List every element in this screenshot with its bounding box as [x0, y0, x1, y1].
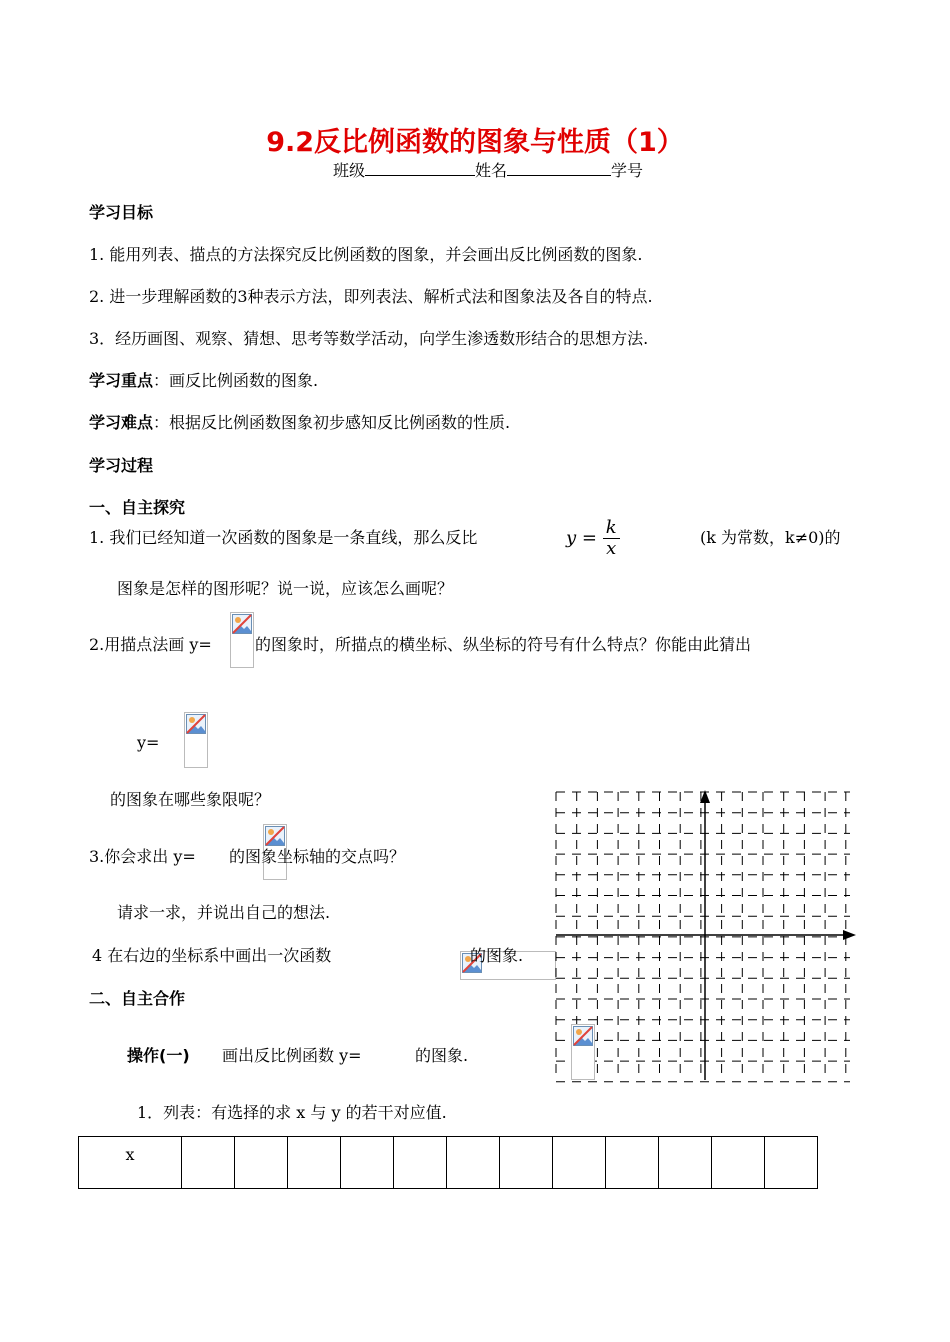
key-point	[89, 368, 318, 391]
formula-fraction	[603, 518, 620, 559]
q3-suffix: 的图象坐标轴的交点吗？	[229, 847, 406, 866]
table-cell[interactable]	[500, 1137, 553, 1189]
broken-image-icon	[186, 714, 206, 734]
coordinate-grid	[550, 780, 870, 1086]
table-cell[interactable]	[182, 1137, 235, 1189]
broken-image-icon	[265, 826, 285, 846]
q4-prefix: 4 在右边的坐标系中画出一次函数	[92, 946, 332, 965]
q2-prefix: 2.用描点法画 y=	[89, 635, 212, 654]
goals-heading: 学习目标	[89, 203, 154, 222]
broken-image-icon	[232, 614, 252, 634]
page-title: 9.2反比例函数的图象与性质（1）	[266, 127, 684, 158]
q2-suffix: 的图象时，所描点的横坐标、纵坐标的符号有什么特点？你能由此猜出	[255, 635, 752, 654]
table-cell[interactable]	[341, 1137, 394, 1189]
table-cell[interactable]	[606, 1137, 659, 1189]
q1-formula	[566, 518, 620, 559]
xy-value-table	[78, 1136, 818, 1189]
q3-line2: 请求一求，并说出自己的想法.	[117, 903, 331, 922]
section2-heading: 二、自主合作	[89, 989, 186, 1008]
process-heading: 学习过程	[89, 456, 154, 475]
formula-image-placeholder	[184, 712, 208, 768]
operation-text: 画出反比例函数 y=	[222, 1046, 362, 1065]
student-info-line	[333, 158, 643, 181]
q1-condition: (k 为常数，k≠0)的	[700, 528, 841, 547]
id-label: 学号	[611, 161, 644, 180]
table-cell[interactable]	[394, 1137, 447, 1189]
formula-denominator: x	[606, 537, 617, 559]
difficulty-text: ：根据反比例函数图象初步感知反比例函数的性质.	[153, 413, 511, 432]
operation-suffix: 的图象.	[415, 1046, 469, 1065]
q3-prefix: 3.你会求出 y=	[89, 847, 196, 866]
step1-text: 1．列表：有选择的求 x 与 y 的若干对应值.	[137, 1103, 447, 1122]
difficulty	[89, 410, 510, 433]
formula-image-placeholder	[230, 612, 254, 668]
table-cell[interactable]	[712, 1137, 765, 1189]
table-cell[interactable]	[288, 1137, 341, 1189]
table-cell[interactable]	[235, 1137, 288, 1189]
q4-suffix: 的图象.	[470, 946, 524, 965]
grid-lines	[556, 792, 850, 1082]
name-label: 姓名	[475, 161, 508, 180]
q2-y: y=	[137, 733, 160, 752]
key-point-text: ：画反比例函数的图象.	[153, 371, 319, 390]
goal-item-2: 2. 进一步理解函数的3种表示方法，即列表法、解析式法和图象法及各自的特点.	[89, 287, 653, 306]
section1-heading: 一、自主探究	[89, 498, 186, 517]
table-cell[interactable]	[765, 1137, 818, 1189]
table-row	[79, 1137, 818, 1189]
table-cell[interactable]	[659, 1137, 712, 1189]
class-blank[interactable]	[365, 159, 475, 176]
q2-line	[89, 632, 212, 655]
arrow-icon	[843, 930, 856, 940]
operation-line	[127, 1043, 190, 1066]
goal-item-3: 3．经历画图、观察、猜想、思考等数学活动，向学生渗透数形结合的思想方法.	[89, 329, 649, 348]
difficulty-label: 学习难点	[89, 413, 154, 432]
table-cell[interactable]	[447, 1137, 500, 1189]
formula-y: y =	[566, 527, 597, 549]
q2-line3: 的图象在哪些象限呢？	[110, 790, 271, 809]
class-label: 班级	[333, 161, 366, 180]
formula-image-placeholder	[571, 1024, 595, 1080]
operation-label: 操作(一)	[127, 1046, 190, 1065]
formula-numerator: k	[603, 518, 620, 539]
name-blank[interactable]	[507, 159, 611, 176]
table-cell[interactable]	[553, 1137, 606, 1189]
q1-line2: 图象是怎样的图形呢？说一说，应该怎么画呢？	[117, 579, 454, 598]
key-point-label: 学习重点	[89, 371, 154, 390]
goal-item-1: 1. 能用列表、描点的方法探究反比例函数的图象，并会画出反比例函数的图象.	[89, 245, 643, 264]
table-header-x: x	[79, 1137, 182, 1189]
broken-image-icon	[573, 1026, 593, 1046]
q1-text: 1. 我们已经知道一次函数的图象是一条直线，那么反比	[89, 528, 478, 547]
